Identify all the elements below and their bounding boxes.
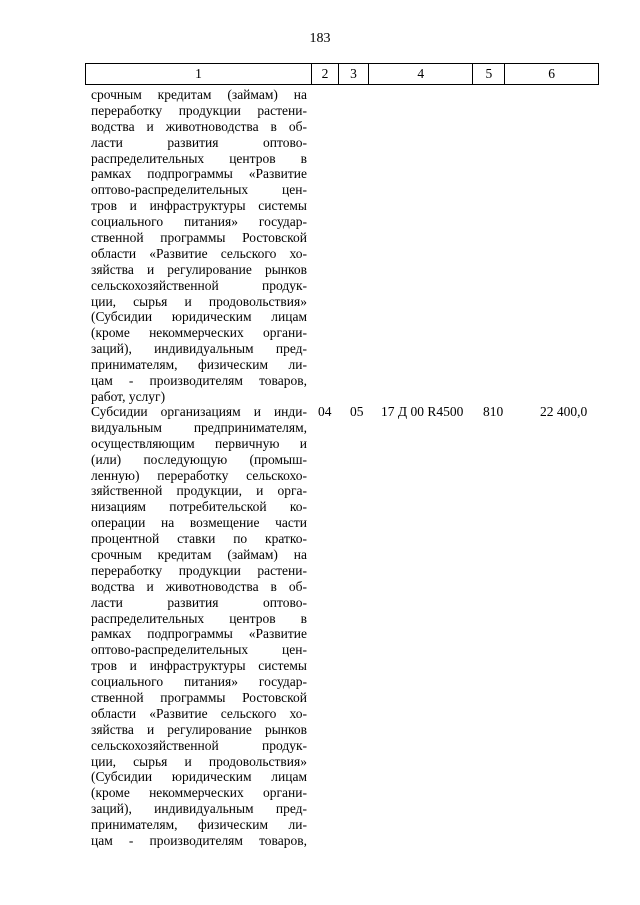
- text-line: ственной программы Ростовской: [91, 230, 307, 246]
- row-2-col-4: 17 Д 00 R4500: [381, 404, 464, 419]
- row-2-description: [91, 404, 307, 849]
- text-line: принимателям, физическим ли-: [91, 817, 307, 833]
- text-line: цам - производителям товаров,: [91, 373, 307, 389]
- text-line: рамках подпрограммы «Развитие: [91, 166, 307, 182]
- text-line: срочным кредитам (займам) на: [91, 547, 307, 563]
- text-line: водства и животноводства в об-: [91, 578, 307, 594]
- header-col-4: 4: [369, 64, 474, 84]
- text-line: Субсидии организациям и инди-: [91, 404, 307, 419]
- text-line: ласти развития оптово-: [91, 134, 307, 150]
- header-col-1: 1: [86, 64, 312, 84]
- text-line: зяйственной продукции, и орга-: [91, 483, 307, 499]
- row-2-col-5: 810: [483, 404, 504, 419]
- text-line: цам - производителям товаров,: [91, 833, 307, 849]
- text-line: тров и инфраструктуры системы: [91, 658, 307, 674]
- row-2-col-3: 05: [350, 404, 364, 419]
- text-line: ственной программы Ростовской: [91, 690, 307, 706]
- page-number: 183: [309, 31, 331, 46]
- text-line: распределительных центров в: [91, 150, 307, 166]
- text-line: сельскохозяйственной продук-: [91, 277, 307, 293]
- text-line: оптово-распределительных цен-: [91, 642, 307, 658]
- text-line: заций), индивидуальным пред-: [91, 341, 307, 357]
- text-line: переработку продукции растени-: [91, 562, 307, 578]
- text-line: области «Развитие сельского хо-: [91, 245, 307, 261]
- text-line: ции, сырья и продовольствия»: [91, 293, 307, 309]
- text-line: заций), индивидуальным пред-: [91, 801, 307, 817]
- text-line: осуществляющим первичную и: [91, 435, 307, 451]
- text-line: (Субсидии юридическим лицам: [91, 309, 307, 325]
- text-line: операции на возмещение части: [91, 515, 307, 531]
- text-line: зяйства и регулирование рынков: [91, 721, 307, 737]
- text-line: (Субсидии юридическим лицам: [91, 769, 307, 785]
- text-line: ции, сырья и продовольствия»: [91, 753, 307, 769]
- text-line: ласти развития оптово-: [91, 594, 307, 610]
- text-line: водства и животноводства в об-: [91, 118, 307, 134]
- text-line: (кроме некоммерческих органи-: [91, 785, 307, 801]
- row-2-col-2: 04: [318, 404, 332, 419]
- text-line: социального питания» государ-: [91, 214, 307, 230]
- text-line: видуальным предпринимателям,: [91, 419, 307, 435]
- text-line: тров и инфраструктуры системы: [91, 198, 307, 214]
- text-line: (или) последующую (промыш-: [91, 451, 307, 467]
- text-line: переработку продукции растени-: [91, 102, 307, 118]
- header-col-6: 6: [548, 66, 556, 81]
- text-line: сельскохозяйственной продук-: [91, 737, 307, 753]
- row-1-description: [91, 87, 307, 405]
- header-col-5: 5: [473, 64, 505, 84]
- text-line: области «Развитие сельского хо-: [91, 705, 307, 721]
- text-line: низациям потребительской ко-: [91, 499, 307, 515]
- text-line: работ, услуг): [91, 388, 166, 404]
- text-line: зяйства и регулирование рынков: [91, 261, 307, 277]
- text-line: оптово-распределительных цен-: [91, 182, 307, 198]
- header-col-2: 2: [312, 64, 339, 84]
- text-line: принимателям, физическим ли-: [91, 357, 307, 373]
- text-line: социального питания» государ-: [91, 674, 307, 690]
- text-line: срочным кредитам (займам) на: [91, 87, 307, 102]
- text-line: ленную) переработку сельскохо-: [91, 467, 307, 483]
- header-col-3: 3: [339, 64, 369, 84]
- text-line: распределительных центров в: [91, 610, 307, 626]
- table-header: [85, 63, 599, 85]
- text-line: (кроме некоммерческих органи-: [91, 325, 307, 341]
- row-2-col-6: 22 400,0: [540, 404, 588, 419]
- text-line: процентной ставки по кратко-: [91, 531, 307, 547]
- text-line: рамках подпрограммы «Развитие: [91, 626, 307, 642]
